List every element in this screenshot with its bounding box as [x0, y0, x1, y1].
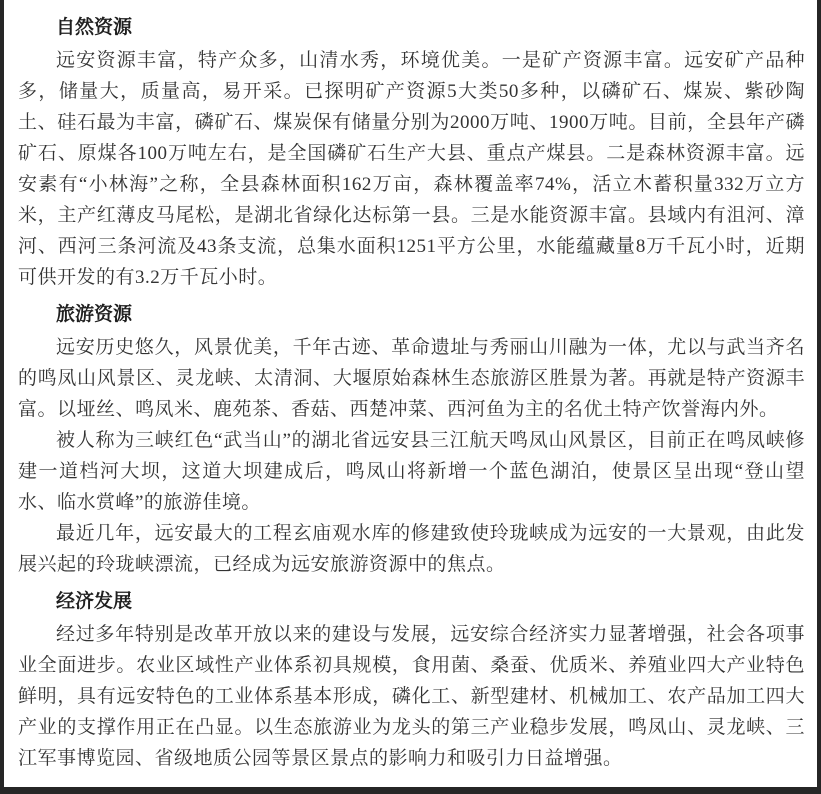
section-heading-tourism-resources: 旅游资源	[56, 304, 133, 325]
paragraph-linglong-gorge: 最近几年，远安最大的工程玄庙观水库的修建致使玲珑峡成为远安的一大景观，由此发展兴起的玲珑峡漂流，已经成为远安旅游资源中的焦点。	[18, 523, 805, 575]
section-heading-economic-development: 经济发展	[56, 591, 133, 612]
paragraph-mingfeng-mountain: 被人称为三峡红色“武当山”的湖北省远安县三江航天鸣凤山风景区，目前正在鸣凤峡修建一道档河大坝，这道大坝建成后，鸣凤山将新增一个蓝色湖泊，使景区呈出现“登山望水、临水赏峰”的旅游佳境。	[18, 430, 805, 513]
section-heading-natural-resources: 自然资源	[56, 17, 133, 38]
paragraph-tourism-overview: 远安历史悠久，风景优美，千年古迹、革命遗址与秀丽山川融为一体，尤以与武当齐名的鸣凤山风景区、灵龙峡、太清洞、大堰原始森林生态旅游区胜景为著。再就是特产资源丰富。以垭丝、鸣凤米、鹿苑茶、香菇、西楚冲菜、西河鱼为主的名优土特产饮誉海内外。	[18, 337, 805, 420]
paragraph-economic-development: 经过多年特别是改革开放以来的建设与发展，远安综合经济实力显著增强，社会各项事业全面进步。农业区域性产业体系初具规模，食用菌、桑蚕、优质米、养殖业四大产业特色鲜明，具有远安特色的工业体系基本形成，磷化工、新型建材、机械加工、农产品加工四大产业的支撑作用正在凸显。以生态旅游业为龙头的第三产业稳步发展，鸣凤山、灵龙峡、三江军事博览园、省级地质公园等景区景点的影响力和吸引力日益增强。	[18, 624, 805, 769]
paragraph-natural-resources: 远安资源丰富，特产众多，山清水秀，环境优美。一是矿产资源丰富。远安矿产品种多，储量大，质量高，易开采。已探明矿产资源5大类50多种，以磷矿石、煤炭、紫砂陶土、硅石最为丰富，磷矿石、煤炭保有储量分别为2000万吨、1900万吨。目前，全县年产磷矿石、原煤各100万吨左右，是全国磷矿石生产大县、重点产煤县。二是森林资源丰富。远安素有“小林海”之称，全县森林面积162万亩，森林覆盖率74%，活立木蓄积量332万立方米，主产红薄皮马尾松，是湖北省绿化达标第一县。三是水能资源丰富。县域内有沮河、漳河、西河三条河流及43条支流，总集水面积1251平方公里，水能蕴藏量8万千瓦小时，近期可供开发的有3.2万千瓦小时。	[18, 50, 805, 288]
